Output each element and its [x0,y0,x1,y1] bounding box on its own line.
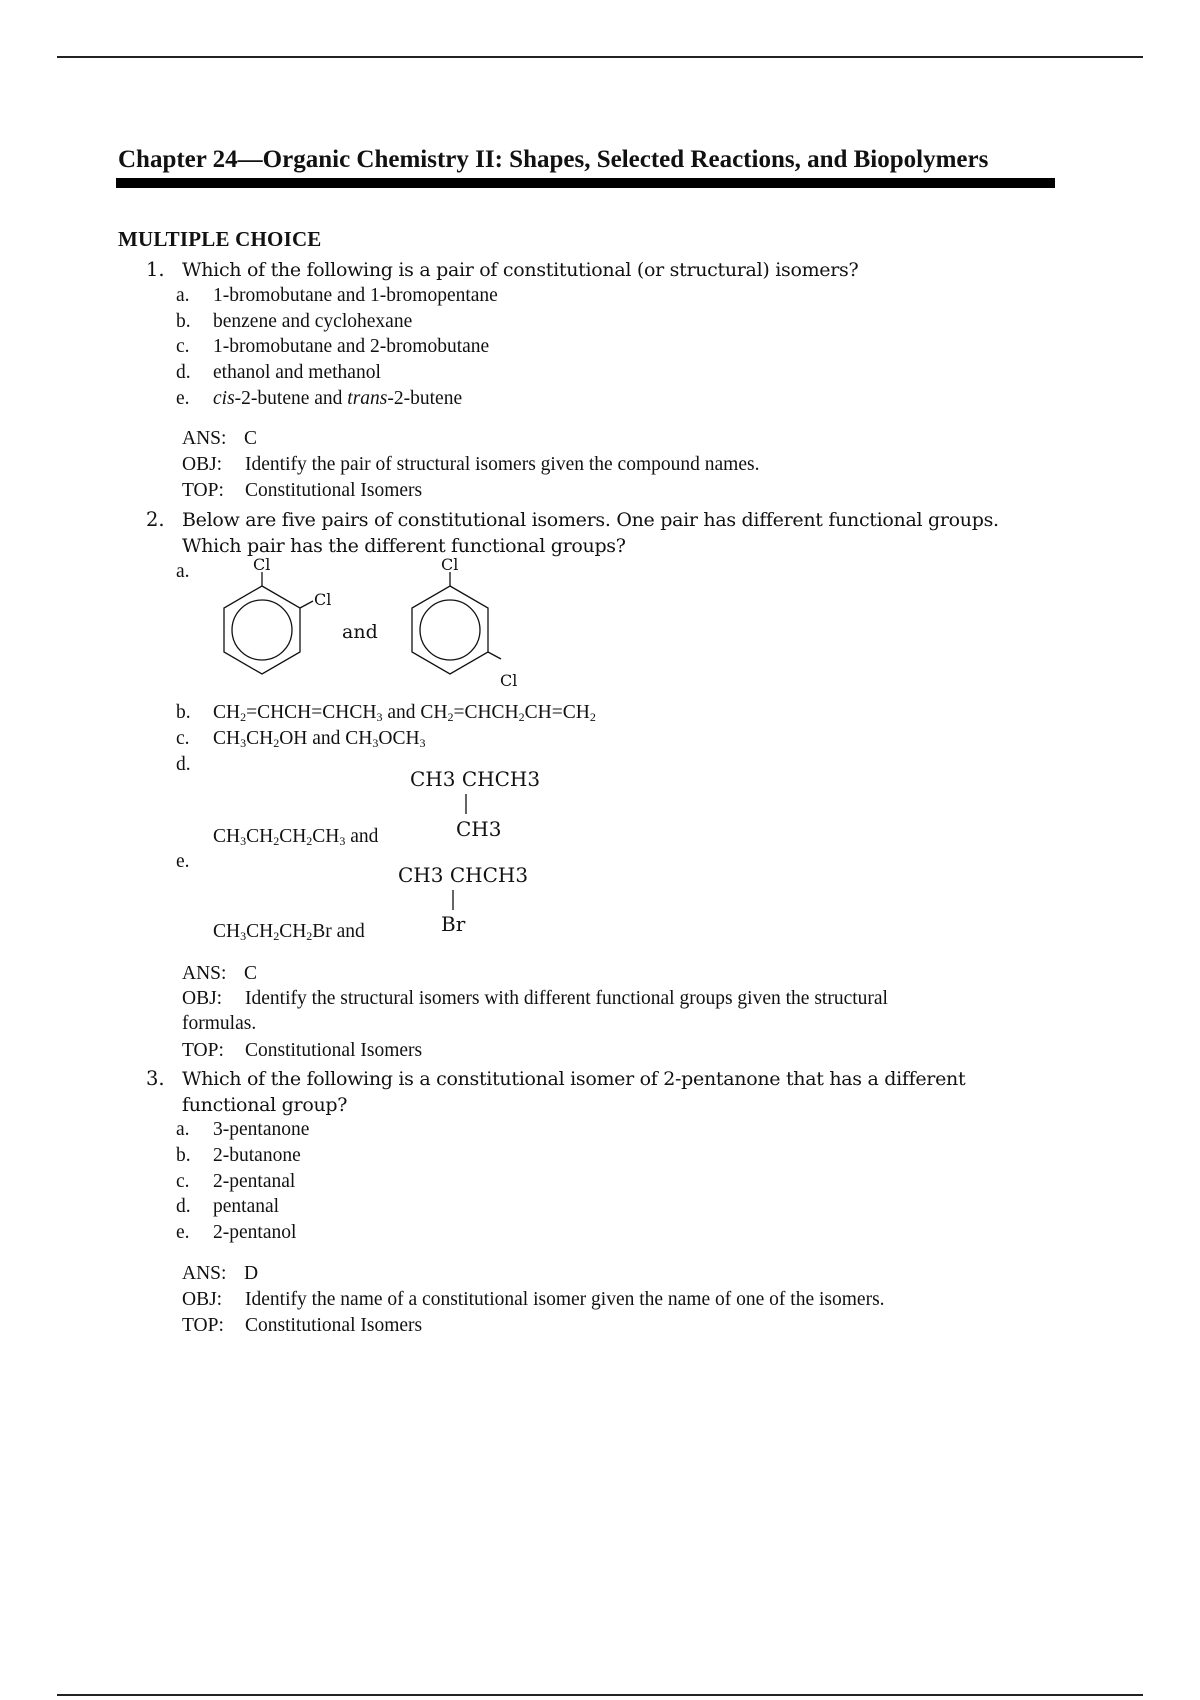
question-text: Below are five pairs of constitutional isomers. One pair has different functional groups. [182,509,999,531]
option-text: $CH_2=CHCH=CHCH_3$ and $CH_2=CHCH_2CH=CH_2$ [213,702,596,724]
option-text: $CH_3CH_2OH$ and $CH_3OCH_3$ [213,728,426,750]
benzene-ring-right [412,586,488,674]
top-rule [57,56,1143,58]
option-letter: c. [176,1171,190,1192]
option-text: cis-2-butene and trans-2-butene [213,388,463,409]
option-letter: e. [176,1222,190,1243]
objective-label: OBJ: [182,988,223,1009]
question-number: 2. [146,508,165,531]
bottom-rule [57,1694,1143,1696]
option-letter: d. [176,754,191,775]
benzene-ring-left [224,586,300,674]
option-text: benzene and cyclohexane [213,311,413,332]
question-text: functional group? [182,1094,348,1116]
chlorine-label: Cl [500,671,518,690]
option-text: 2-pentanol [213,1222,297,1243]
answer-label: ANS: [182,1263,227,1284]
objective-text: Identify the structural isomers with different functional groups given the structural [245,988,888,1009]
option-text: pentanal [213,1196,280,1217]
branch-text: CH3 [456,817,502,841]
question-text: Which of the following is a pair of constitutional (or structural) isomers? [182,259,859,281]
option-text: 3-pentanone [213,1119,310,1140]
option-letter: c. [176,336,190,357]
option-letter: a. [176,561,190,582]
option-text: 1-bromobutane and 2-bromobutane [213,336,490,357]
topic-text: Constitutional Isomers [245,480,423,501]
option-letter: b. [176,1145,191,1166]
option-text: 2-butanone [213,1145,301,1166]
option-letter: d. [176,362,191,383]
2-bromopropane-structure [396,862,536,942]
option-text: $CH_3CH_2CH_2CH_3$ and [213,826,379,848]
chlorine-label: Cl [441,555,459,574]
and-label: and [342,621,378,643]
chlorine-label: Cl [253,555,271,574]
question-number: 1. [146,258,165,281]
objective-text: formulas. [182,1013,257,1034]
answer-label: ANS: [182,963,227,984]
question-number: 3. [146,1067,165,1090]
bond-line [488,652,501,659]
chlorine-label: Cl [314,590,332,609]
question-text: Which of the following is a constitutional isomer of 2-pentanone that has a different [182,1068,966,1090]
option-letter: b. [176,311,191,332]
title-underline-bar [116,178,1055,188]
topic-label: TOP: [182,1040,224,1061]
option-letter: a. [176,1119,190,1140]
aromatic-circle-left [232,600,292,660]
objective-text: Identify the name of a constitutional isomer given the name of one of the isomers. [245,1289,885,1310]
option-letter: e. [176,388,190,409]
section-heading: MULTIPLE CHOICE [118,227,322,251]
topic-text: Constitutional Isomers [245,1315,423,1336]
answer-value: C [244,963,258,984]
option-text: $CH_3CH_2CH_2Br$ and [213,921,365,943]
answer-value: C [244,428,258,449]
option-text: 1-bromobutane and 1-bromopentane [213,285,498,306]
option-letter: b. [176,702,191,723]
topic-label: TOP: [182,480,224,501]
option-text: ethanol and methanol [213,362,381,383]
chapter-title: Chapter 24—Organic Chemistry II: Shapes, Selected Reactions, and Biopolymers [118,146,989,173]
chain-text: CH3 CHCH3 [410,767,541,791]
aromatic-circle-right [420,600,480,660]
question-text: Which pair has the different functional groups? [182,535,626,557]
objective-label: OBJ: [182,1289,223,1310]
objective-text: Identify the pair of structural isomers given the compound names. [245,454,760,475]
dichlorobenzene-structures [200,555,530,698]
option-letter: e. [176,851,190,872]
answer-value: D [244,1263,259,1284]
topic-label: TOP: [182,1315,224,1336]
isobutane-structure [408,766,548,846]
option-letter: c. [176,728,190,749]
branch-text: Br [441,912,466,936]
topic-text: Constitutional Isomers [245,1040,423,1061]
option-text: 2-pentanal [213,1171,296,1192]
objective-label: OBJ: [182,454,223,475]
answer-label: ANS: [182,428,227,449]
bond-line [300,601,313,608]
option-letter: a. [176,285,190,306]
option-letter: d. [176,1196,191,1217]
chain-text: CH3 CHCH3 [398,863,529,887]
